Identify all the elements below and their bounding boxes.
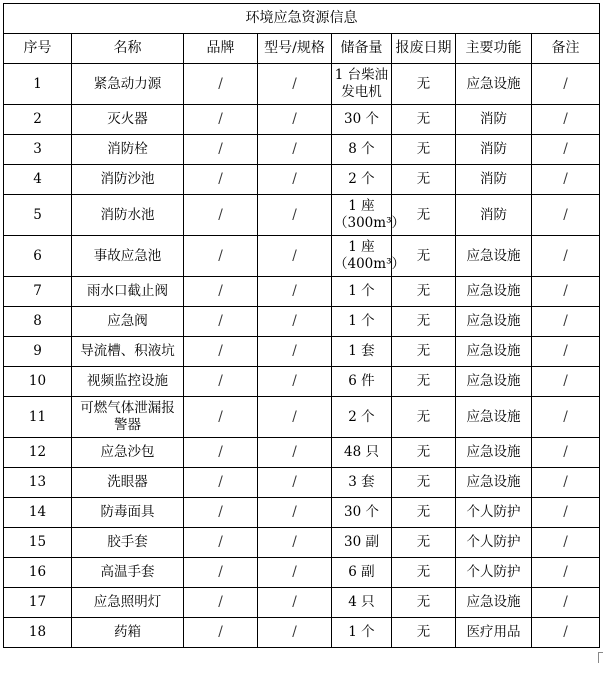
- cell-brand: /: [184, 236, 258, 277]
- cell-scrap-date: 无: [392, 528, 456, 558]
- cell-function: 消防: [456, 105, 532, 135]
- cell-function: 个人防护: [456, 558, 532, 588]
- table-row: [4, 195, 600, 236]
- cell-model: /: [258, 64, 332, 105]
- cell-note: /: [532, 528, 600, 558]
- cell-model: /: [258, 105, 332, 135]
- cell-quantity: 1 台柴油发电机: [332, 64, 392, 105]
- cell-scrap-date: 无: [392, 135, 456, 165]
- cell-quantity: 2 个: [332, 397, 392, 438]
- cell-name: 导流槽、积液坑: [72, 337, 184, 367]
- cell-quantity: 1 套: [332, 337, 392, 367]
- table-row: [4, 64, 600, 105]
- cell-note: /: [532, 195, 600, 236]
- cell-note: /: [532, 498, 600, 528]
- cell-model: /: [258, 618, 332, 648]
- cell-note: /: [532, 618, 600, 648]
- table-row: [4, 588, 600, 618]
- cell-function: 医疗用品: [456, 618, 532, 648]
- corner-mark: [598, 652, 603, 663]
- cell-name: 胶手套: [72, 528, 184, 558]
- cell-scrap-date: 无: [392, 618, 456, 648]
- cell-model: /: [258, 337, 332, 367]
- cell-name: 药箱: [72, 618, 184, 648]
- cell-no: 14: [4, 498, 72, 528]
- cell-function: 应急设施: [456, 468, 532, 498]
- table-row: [4, 277, 600, 307]
- table-row: [4, 618, 600, 648]
- cell-quantity: 48 只: [332, 438, 392, 468]
- cell-no: 4: [4, 165, 72, 195]
- cell-note: /: [532, 588, 600, 618]
- cell-name: 防毒面具: [72, 498, 184, 528]
- cell-note: /: [532, 337, 600, 367]
- header-quantity: 储备量: [332, 34, 392, 64]
- cell-name: 视频监控设施: [72, 367, 184, 397]
- cell-note: /: [532, 367, 600, 397]
- cell-function: 应急设施: [456, 337, 532, 367]
- table-row: [4, 397, 600, 438]
- cell-name: 高温手套: [72, 558, 184, 588]
- cell-model: /: [258, 558, 332, 588]
- cell-no: 5: [4, 195, 72, 236]
- cell-quantity: 1 个: [332, 307, 392, 337]
- cell-function: 个人防护: [456, 528, 532, 558]
- cell-no: 12: [4, 438, 72, 468]
- header-model: 型号/规格: [258, 34, 332, 64]
- table-row: [4, 236, 600, 277]
- cell-model: /: [258, 236, 332, 277]
- cell-model: /: [258, 588, 332, 618]
- cell-name: 事故应急池: [72, 236, 184, 277]
- cell-brand: /: [184, 528, 258, 558]
- cell-function: 消防: [456, 135, 532, 165]
- table-title: 环境应急资源信息: [4, 4, 600, 34]
- cell-name: 应急沙包: [72, 438, 184, 468]
- cell-model: /: [258, 498, 332, 528]
- cell-name: 洗眼器: [72, 468, 184, 498]
- cell-model: /: [258, 367, 332, 397]
- table-row: [4, 528, 600, 558]
- cell-name: 消防栓: [72, 135, 184, 165]
- cell-scrap-date: 无: [392, 165, 456, 195]
- cell-quantity: 8 个: [332, 135, 392, 165]
- cell-no: 17: [4, 588, 72, 618]
- cell-function: 应急设施: [456, 236, 532, 277]
- cell-scrap-date: 无: [392, 498, 456, 528]
- cell-brand: /: [184, 277, 258, 307]
- cell-name: 应急阀: [72, 307, 184, 337]
- cell-note: /: [532, 105, 600, 135]
- cell-name: 消防水池: [72, 195, 184, 236]
- table-row: [4, 165, 600, 195]
- cell-scrap-date: 无: [392, 367, 456, 397]
- cell-scrap-date: 无: [392, 438, 456, 468]
- cell-no: 13: [4, 468, 72, 498]
- cell-no: 1: [4, 64, 72, 105]
- cell-scrap-date: 无: [392, 588, 456, 618]
- header-row: [4, 34, 600, 64]
- cell-brand: /: [184, 397, 258, 438]
- table-row: [4, 105, 600, 135]
- cell-no: 10: [4, 367, 72, 397]
- table-row: [4, 367, 600, 397]
- cell-quantity: 30 个: [332, 498, 392, 528]
- cell-no: 15: [4, 528, 72, 558]
- header-no: 序号: [4, 34, 72, 64]
- cell-scrap-date: 无: [392, 337, 456, 367]
- cell-function: 应急设施: [456, 367, 532, 397]
- cell-no: 7: [4, 277, 72, 307]
- cell-no: 11: [4, 397, 72, 438]
- cell-quantity: 4 只: [332, 588, 392, 618]
- cell-scrap-date: 无: [392, 307, 456, 337]
- cell-note: /: [532, 64, 600, 105]
- header-brand: 品牌: [184, 34, 258, 64]
- cell-note: /: [532, 135, 600, 165]
- cell-scrap-date: 无: [392, 64, 456, 105]
- cell-quantity: 1 个: [332, 618, 392, 648]
- cell-brand: /: [184, 135, 258, 165]
- cell-model: /: [258, 397, 332, 438]
- cell-quantity: 1 个: [332, 277, 392, 307]
- cell-model: /: [258, 135, 332, 165]
- cell-scrap-date: 无: [392, 277, 456, 307]
- cell-quantity: 30 个: [332, 105, 392, 135]
- cell-brand: /: [184, 195, 258, 236]
- table-row: [4, 468, 600, 498]
- cell-name: 灭火器: [72, 105, 184, 135]
- cell-no: 18: [4, 618, 72, 648]
- cell-model: /: [258, 528, 332, 558]
- cell-scrap-date: 无: [392, 105, 456, 135]
- table-row: [4, 498, 600, 528]
- cell-model: /: [258, 165, 332, 195]
- header-name: 名称: [72, 34, 184, 64]
- cell-no: 3: [4, 135, 72, 165]
- table-row: [4, 135, 600, 165]
- header-note: 备注: [532, 34, 600, 64]
- cell-name: 紧急动力源: [72, 64, 184, 105]
- cell-no: 9: [4, 337, 72, 367]
- table-row: [4, 337, 600, 367]
- table-row: [4, 438, 600, 468]
- emergency-resources-table: [3, 3, 600, 648]
- cell-no: 8: [4, 307, 72, 337]
- cell-no: 2: [4, 105, 72, 135]
- cell-note: /: [532, 468, 600, 498]
- cell-model: /: [258, 468, 332, 498]
- cell-no: 6: [4, 236, 72, 277]
- cell-note: /: [532, 165, 600, 195]
- cell-function: 个人防护: [456, 498, 532, 528]
- cell-name: 消防沙池: [72, 165, 184, 195]
- cell-quantity: 30 副: [332, 528, 392, 558]
- table-body: [4, 64, 600, 648]
- cell-brand: /: [184, 558, 258, 588]
- cell-brand: /: [184, 498, 258, 528]
- cell-note: /: [532, 236, 600, 277]
- cell-quantity: 2 个: [332, 165, 392, 195]
- cell-note: /: [532, 397, 600, 438]
- cell-scrap-date: 无: [392, 397, 456, 438]
- cell-no: 16: [4, 558, 72, 588]
- cell-function: 应急设施: [456, 64, 532, 105]
- cell-function: 消防: [456, 165, 532, 195]
- cell-model: /: [258, 438, 332, 468]
- cell-scrap-date: 无: [392, 468, 456, 498]
- cell-name: 雨水口截止阀: [72, 277, 184, 307]
- cell-note: /: [532, 307, 600, 337]
- cell-quantity: 3 套: [332, 468, 392, 498]
- cell-brand: /: [184, 165, 258, 195]
- cell-brand: /: [184, 438, 258, 468]
- cell-brand: /: [184, 588, 258, 618]
- cell-brand: /: [184, 64, 258, 105]
- cell-quantity: 1 座（300m³）: [332, 195, 392, 236]
- cell-scrap-date: 无: [392, 195, 456, 236]
- cell-name: 应急照明灯: [72, 588, 184, 618]
- cell-scrap-date: 无: [392, 558, 456, 588]
- cell-scrap-date: 无: [392, 236, 456, 277]
- cell-function: 消防: [456, 195, 532, 236]
- cell-note: /: [532, 558, 600, 588]
- cell-note: /: [532, 277, 600, 307]
- table-row: [4, 307, 600, 337]
- header-function: 主要功能: [456, 34, 532, 64]
- cell-function: 应急设施: [456, 588, 532, 618]
- header-scrap-date: 报废日期: [392, 34, 456, 64]
- cell-brand: /: [184, 367, 258, 397]
- cell-brand: /: [184, 618, 258, 648]
- cell-model: /: [258, 277, 332, 307]
- cell-model: /: [258, 307, 332, 337]
- cell-quantity: 1 座（400m³）: [332, 236, 392, 277]
- cell-function: 应急设施: [456, 277, 532, 307]
- cell-brand: /: [184, 468, 258, 498]
- cell-name: 可燃气体泄漏报警器: [72, 397, 184, 438]
- table-row: [4, 558, 600, 588]
- cell-function: 应急设施: [456, 397, 532, 438]
- cell-brand: /: [184, 105, 258, 135]
- cell-note: /: [532, 438, 600, 468]
- cell-model: /: [258, 195, 332, 236]
- cell-quantity: 6 件: [332, 367, 392, 397]
- cell-function: 应急设施: [456, 438, 532, 468]
- cell-quantity: 6 副: [332, 558, 392, 588]
- cell-brand: /: [184, 337, 258, 367]
- cell-brand: /: [184, 307, 258, 337]
- cell-function: 应急设施: [456, 307, 532, 337]
